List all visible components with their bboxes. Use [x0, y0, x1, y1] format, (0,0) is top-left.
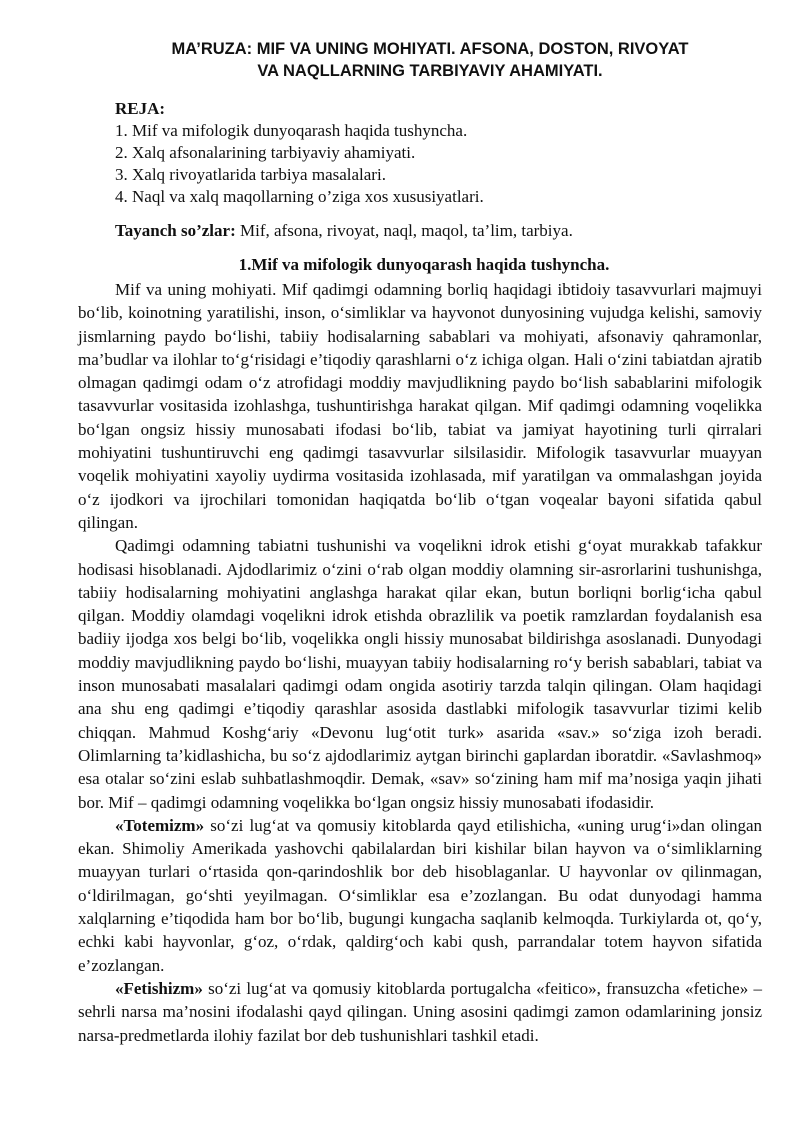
keywords-label: Tayanch so’zlar: [115, 221, 236, 240]
paragraph-4 [78, 977, 762, 1047]
paragraph-4-text: so‘zi lug‘at va qomusiy kitoblarda portugalcha «feitico», fransuzcha «fetiche» – sehrli narsa ma’nosini ifodalashi qayd qilingan. Uning asosini qadimgi zamon odamlarining jonsiz narsa-predmetlarda ilohiy fazilat bor deb tushunishlari tashkil etadi. [78, 978, 762, 1045]
paragraph-1: Mif va uning mohiyati. Mif qadimgi odamning borliq haqidagi ibtidoiy tasavvurlari majmuyi bo‘lib, koinotning yaratilishi, inson, o‘simliklar va hayvonot dunyosining vujudga kelishi, samoviy jismlarning paydo bo‘lishi, tabiiy hodisalarning sabablari va mohiyati, afsonaviy qahramonlar, ma’budlar va ilohlar to‘g‘risidagi e’tiqodiy qarashlarni o‘z ichiga olgan. Hali o‘zini tabiatdan ajratib olmagan qadimgi odam o‘z atrofidagi moddiy mavjudlikning paydo bo‘lish sabablarini mifologik tasavvurlar vositasida izohlashga, tushuntirishga harakat qilgan. Mif qadimgi odamning voqelikka bo‘lgan ongsiz hissiy munosabati ifodasi bo‘lib, tabiat va jamiyat hayotining turli qirralari mohiyatini tushuntiruvchi eng qadimgi tasavvurlar silsilasidir. Mifologik tasavvurlar muayyan voqelik mohiyatini xayoliy uydirma vositasida izohlasada, mif yaratilgan va ommalashgan joyida o‘z ijodkori va ijrochilari tomonidan haqiqatda bo‘lib o‘tgan voqealar bayoni sifatida qabul qilingan. [78, 280, 762, 532]
title-line-2: VA NAQLLARNING TARBIYAVIY AHAMIYATI. [257, 62, 603, 80]
plan-section [115, 98, 762, 208]
keywords-text: Mif, afsona, rivoyat, naql, maqol, ta’lim, tarbiya. [235, 221, 573, 240]
title-line-1: MA’RUZA: MIF VA UNING MOHIYATI. AFSONA, DOSTON, RIVOYAT [171, 40, 689, 58]
paragraph-3-text: so‘zi lug‘at va qomusiy kitoblarda qayd etilishicha, «uning urug‘i»dan olingan ekan. Shimoliy Amerikada yashovchi qabilalardan biri kishilar bilan hayvon va o‘simliklarning muayyan turlari o‘rtasida qon-qarindoshlik bor deb hisoblaganlar. U hayvonlar ov qilinmagan, o‘ldirilmagan, go‘shti yeyilmagan. O‘simliklar esa e’zozlangan. Bu odat dunyodagi hamma xalqlarning e’tiqodida ham bor bo‘lib, bugungi kungacha saqlanib kelmoqda. Turkiylarda ot, qo‘y, echki kabi hayvonlar, g‘oz, o‘rdak, qaldirg‘och kabi qush, parrandalar totem hayvon sifatida e’zozlangan. [78, 815, 762, 975]
paragraph-3 [78, 814, 762, 977]
plan-heading: REJA: [115, 99, 166, 118]
plan-item: 1. Mif va mifologik dunyoqarash haqida tushyncha. [115, 121, 468, 140]
term-fetishizm: «Fetishizm» [115, 978, 203, 998]
plan-item: 3. Xalq rivoyatlarida tarbiya masalalari. [115, 165, 386, 184]
paragraph-2: Qadimgi odamning tabiatni tushunishi va voqelikni idrok etishi g‘oyat murakkab tafakkur hodisasi hisoblanadi. Ajdodlarimiz o‘zini o‘rab olgan moddiy olamning sir-asrorlarini tushunishga, tabiiy hodisalarning mohiyatini anglashga harakat qilar ekan, butun borliqni borlig‘icha qabul qilgan. Moddiy olamdagi voqelikni idrok etishda obrazlilik va poetik ramzlardan foydalanish esa badiiy ijodga xos belgi bo‘lib, voqelikka ongli hissiy munosabat bildirishga asoslanadi. Dunyodagi moddiy mavjudlikning paydo bo‘lishi, muayyan tabiiy hodisalarning ro‘y berish sabablari, tabiat va inson munosabati masalalari qadimgi odam ongida asotiriy tarzda talqin qilingan. Olam haqidagi ana shu eng qadimgi e’tiqodiy qarashlar asosida dastlabki mifologik tasavvurlar tizimi kelib chiqqan. Mahmud Koshg‘ariy «Devonu lug‘otit turk» asarida «sav.» so‘ziga izoh beradi. Olimlarning ta’kidlashicha, bu so‘z ajdodlarimiz aytgan birinchi gaplardan iboratdir. «Savlashmoq» esa otalar so‘zini eslab suhbatlashmoqdir. Demak, «sav» so‘zining ham mif ma’nosiga yaqin jihati bor. Mif – qadimgi odamning voqelikka bo‘lgan ongsiz hissiy munosabati ifodasidir. [78, 536, 762, 812]
document-page [78, 38, 762, 1047]
keywords-line [115, 220, 762, 242]
plan-item: 2. Xalq afsonalarining tarbiyaviy ahamiyati. [115, 143, 416, 162]
plan-item: 4. Naql va xalq maqollarning o’ziga xos xususiyatlari. [115, 187, 484, 206]
term-totemizm: «Totemizm» [115, 815, 205, 835]
section-heading: 1.Mif va mifologik dunyoqarash haqida tushyncha. [238, 255, 610, 274]
lecture-title [78, 38, 762, 82]
